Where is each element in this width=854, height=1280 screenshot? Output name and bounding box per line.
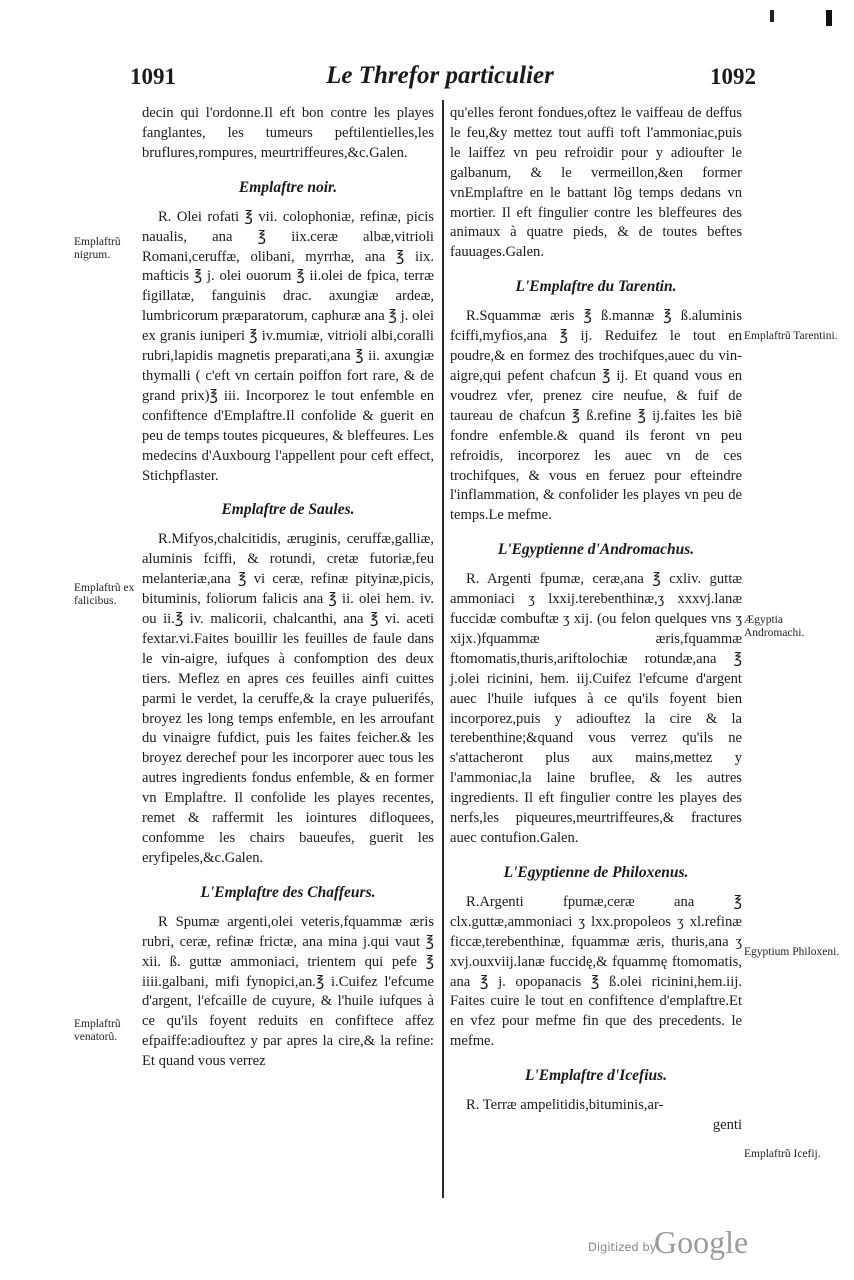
right-column xyxy=(450,104,742,1136)
paragraph: R Spumæ argenti,olei veteris,fquammæ æris rubri, ceræ, refinæ frictæ, ana mina j.qui vaut ℥ xii. ß. guttæ ammoniaci, trientem qui pefe ℥ iiii.galbani, mifi fynopici,an.℥ i.Cuifez l'efcume d'argent, l'efcaille de cuyure, & l'huile iufques à ce qu'ils foyent reduits en confiftece affez efpaiffe:adiouftez y par apres la cire,& la refine: Et quand vous verrez xyxy=(142,913,434,1070)
section-heading: L'Egyptienne d'Andromachus. xyxy=(497,541,695,559)
margin-note: Ægyptia Andromachi. xyxy=(744,614,805,639)
digitized-watermark xyxy=(588,1224,768,1264)
digitized-label: Digitized by xyxy=(588,1240,657,1254)
margin-note: Emplaftrũ nigrum. xyxy=(74,236,121,261)
paragraph: R. Terræ ampelitidis,bituminis,ar- xyxy=(466,1097,664,1114)
paragraph: R.Mifyos,chalcitidis, æruginis, ceruffæ,galliæ, aluminis fciffi, & rotundi, cretæ futoriæ,feu melanteriæ,ana ℥ vi ceræ, refinæ pityinæ,picis, bituminis, foliorum falicis ana ℥ ii. olei hem. iv. ou ii.℥ iv. malicorii, chalcanthi, ana ℥ vi. aceti fextar.vi.Faites bouillir les feuilles de faule dans le vin-aigre, iufques à confomption des deux tiers. Meflez en apres ces feuilles ainfi cuittes parmi le verdet, la ceruffe,& la craye puluerifés, broyez les long temps enfemble, en les arroufant du vinaigre fufdict, puis les faites feicher.& les broyez derechef pour les incorporer auec tous les autres ingredients fondus enfemble, & en former vn Emplaftre. Il confolide les playes recentes, remet & raffermit les iointures difloquees, confomme les chairs baueufes, guerit les eryfipeles,&c.Galen. xyxy=(142,531,434,866)
catchword: genti xyxy=(712,1117,742,1134)
paragraph: qu'elles feront fondues,oftez le vaiffeau de deffus le feu,&y mettez tout auffi toft l'ammoniac,puis le laiffez vn peu refroidir pour y adioufter le galbanum, & le vermeillon,&en former vnEmplaftre en le battant lõg temps dedans vn mortier. Il eft fingulier contre les bleffeures des animaux à quatre pieds, & de toutes beftes fauuages.Galen. xyxy=(450,105,742,261)
paragraph: R. Argenti fpumæ, ceræ,ana ℥ cxliv. guttæ ammoniaci ʒ lxxij.terebenthinæ,ʒ xxxvj.lanæ fuccidæ combuftæ ʒ xij. (ou felon quelques vns ʒ xijx.)fquammæ æris,fquammæ ftomomatis,thuris,ariftolochiæ rotundæ,ana ℥ j.olei ricinini, hem. iij.Cuifez l'efcume d'argent auec l'huile iufques à ce qu'ils foyent bien incorporez,puis y adiouftez la cire & la terebenthine;&quand vous verrez qu'ils ne s'attacheront plus aux mains,mettez y l'ammoniac,la laine bruflee, & les autres ingredients. Il eft fingulier contre les playes des nerfs,les piqueures,meurtriffeures,& fractures auec contufion.Galen. xyxy=(450,571,742,846)
margin-note: Emplaftrũ venatorũ. xyxy=(74,1018,121,1043)
running-header xyxy=(120,62,760,96)
margin-note: Emplaftrũ Tarentini. xyxy=(744,330,838,342)
left-column xyxy=(142,104,434,1072)
margin-note: Emplaftrũ Icefij. xyxy=(744,1148,821,1160)
paragraph: R. Olei rofati ℥ vii. colophoniæ, refinæ, picis naualis, ana ℥ iix.ceræ albæ,vitrioli Romani,ceruffæ, olibani, myrrhæ, ana ℥ iix. mafticis ℥ j. olei ouorum ℥ ii.olei de fpica, terræ figillatæ, fanguinis drac. axungiæ ardeæ, lumbricorum præparatorum, caphuræ ana ℥ j. olei ex granis iuniperi ℥ iv.mumiæ, vitrioli albi,coralli rubri,lapidis magnetis preparati,ana ℥ ii. axungiæ thymalli ( c'eft vn certain poiffon fort rare, & de grand prix)℥ iii. Incorporez le tout enfemble en confiftence d'Emplaftre.Il confolide & guerit en peu de temps toutes picqueures, & bleffeures. Les medecins d'Auxbourg l'appellent pour ceft effect, Stichpflaster. xyxy=(142,208,434,484)
margin-note: Egyptium Philoxeni. xyxy=(744,946,840,958)
section-heading: L'Emplaftre des Chaffeurs. xyxy=(200,883,376,901)
section-heading: Emplaftre de Saules. xyxy=(221,501,355,519)
page-number-left: 1091 xyxy=(130,64,176,89)
paragraph: R.Squammæ æris ℥ ß.mannæ ℥ ß.aluminis fciffi,myfios,ana ℥ ij. Reduifez le tout en poudre,& en formez des trochifques,auec du vin-aigre,qui pefent chafcun ℥ ij. Et quand vous en voudrez vfer, prenez cire neufue, & fuif de taureau de chafcun ℥ ß.refine ℥ ij.faites les biẽ fondre enfemble.& quand ils feront vn peu refroidis, incorporez les auec vn de ces trochifques, & vous en feruez pour efteindre l'inflammation, & confolider les playes vn peu de temps.Le mefme. xyxy=(450,308,742,524)
margin-note: Emplaftrũ ex falicibus. xyxy=(74,582,135,607)
google-logo: Google xyxy=(654,1224,749,1260)
scan-mark xyxy=(826,10,832,26)
column-divider xyxy=(442,100,444,1198)
page-number-right: 1092 xyxy=(710,64,756,89)
scan-mark-small xyxy=(770,10,774,22)
running-title: Le Threfor particulier xyxy=(326,62,554,89)
paragraph: decin qui l'ordonne.Il eft bon contre les playes fanglantes, les tumeurs peftilentielles,les bruflures,rompures, meurtriffeures,&c.Galen. xyxy=(142,105,434,161)
section-heading: Emplaftre noir. xyxy=(238,178,338,196)
section-heading: L'Egyptienne de Philoxenus. xyxy=(503,863,689,881)
section-heading: L'Emplaftre du Tarentin. xyxy=(515,278,677,296)
section-heading: L'Emplaftre d'Icefius. xyxy=(524,1067,668,1085)
paragraph: R.Argenti fpumæ,ceræ ana ℥ clx.guttæ,ammoniaci ʒ lxx.propoleos ʒ xl.refinæ ficcæ,terebenthinæ, fquammæ æris, thuris,ana ʒ xvj.ouxviij.lanæ fuccidę,& fquammę ftomomatis, ana ℥ j. opopanacis ℥ ß.olei ricinini,hem.iij. Faites cuire le tout en confiftence d'emplaftre.Et en vfez pour mefme fin que des precedents. le mefme. xyxy=(450,893,742,1050)
